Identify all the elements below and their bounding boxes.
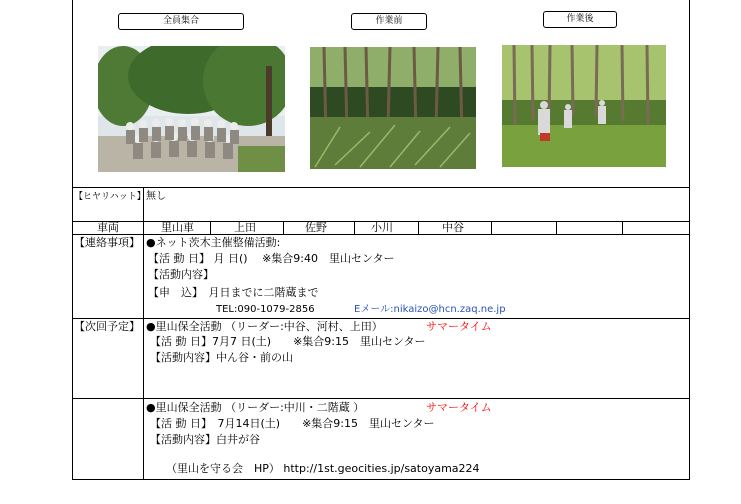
contact-label: 【連絡事項】 <box>74 236 140 249</box>
after-work-photo <box>502 45 666 167</box>
vehicle-cell: 上田 <box>234 221 256 234</box>
photo-label-after: 作業後 <box>543 11 617 28</box>
next-item1-title: ●里山保全活動 （リーダー:中谷、河村、上田） <box>146 320 383 333</box>
contact-line: 【申 込】 月日までに二階蔵まで <box>148 286 319 299</box>
vehicle-cell: 佐野 <box>305 221 327 234</box>
next-label: 【次回予定】 <box>74 320 140 333</box>
contact-email-link[interactable]: Eメール:nikaizo@hcn.zaq.ne.jp <box>354 304 506 315</box>
contact-line: 【活 動 日】 月 日() ※集合9:40 里山センター <box>148 252 395 265</box>
contact-tel: TEL:090-1079-2856 <box>216 304 315 315</box>
group-photo <box>98 46 285 172</box>
vehicle-cell: 中谷 <box>442 221 464 234</box>
next-item2-content: 【活動内容】白井が谷 <box>150 433 260 446</box>
next-item1-summertime: サマータイム <box>426 320 492 333</box>
next-item2-date: 【活 動 日】 7月14日(土) ※集合9:15 里山センター <box>150 417 435 430</box>
photo-label-before: 作業前 <box>351 13 427 30</box>
contact-line: ●ネット茨木主催整備活動: <box>146 236 281 249</box>
homepage-link[interactable]: （里山を守る会 HP） http://1st.geocities.jp/satoyama224 <box>166 462 480 475</box>
next-item2-summertime: サマータイム <box>426 401 492 414</box>
before-work-photo <box>310 47 476 169</box>
photo-label-group: 全員集合 <box>118 13 244 30</box>
vehicle-cell: 里山車 <box>161 221 194 234</box>
next-item1-content: 【活動内容】中ん谷・前の山 <box>150 351 293 364</box>
contact-line: 【活動内容】 <box>148 268 214 281</box>
vehicle-cell: 小川 <box>371 221 393 234</box>
next-item2-title: ●里山保全活動 （リーダー:中川・二階蔵 ） <box>146 401 365 414</box>
next-item1-date: 【活 動 日】7月7 日(土) ※集合9:15 里山センター <box>150 335 426 348</box>
hiyari-label: 【ヒヤリハット】 <box>74 192 146 202</box>
hiyari-value: 無し <box>146 191 166 202</box>
vehicle-label: 車両 <box>97 221 119 234</box>
